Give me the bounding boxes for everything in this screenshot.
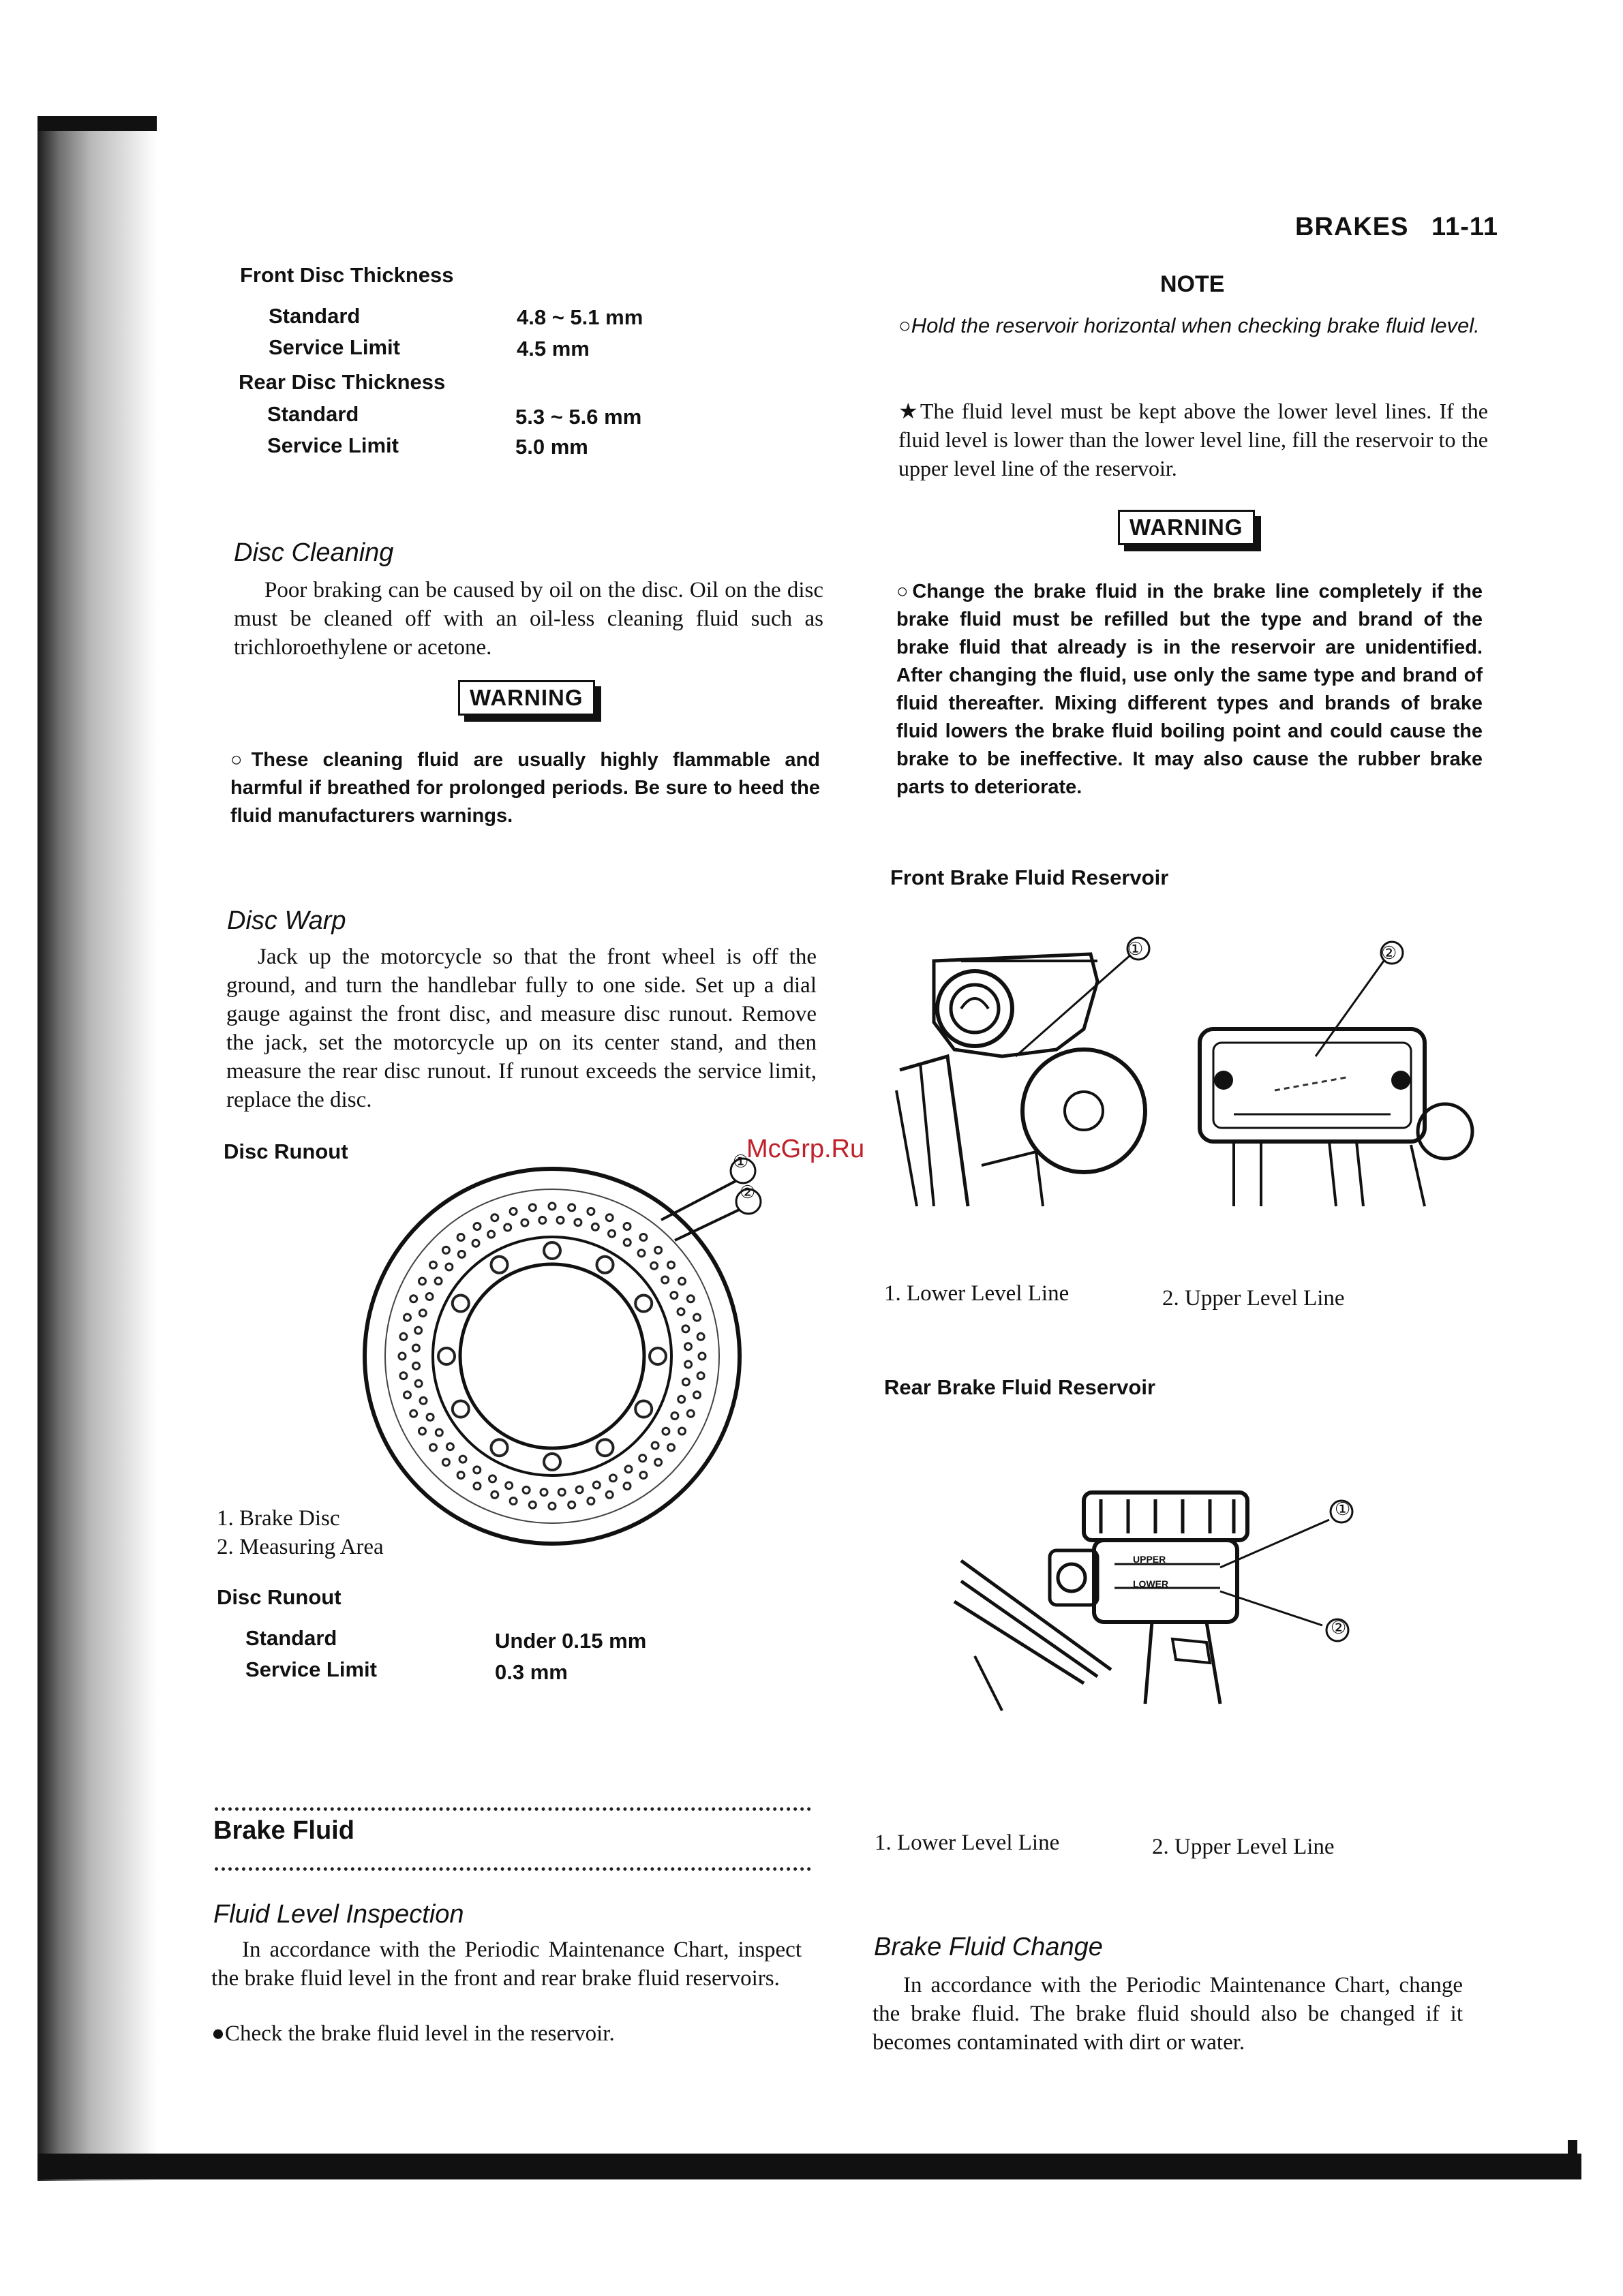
disc-vent-hole [651, 1262, 658, 1269]
disc-vent-hole [491, 1214, 498, 1221]
front-disc-limit-value: 4.5 mm [517, 337, 590, 361]
disc-vent-hole [549, 1203, 556, 1210]
site-watermark: McGrp.Ru [746, 1135, 865, 1163]
disc-vent-hole [474, 1223, 481, 1230]
disc-vent-hole [427, 1413, 434, 1420]
rear-disc-standard-value: 5.3 ~ 5.6 mm [515, 405, 642, 429]
fluid-level-inspection-body: In accordance with the Periodic Maintenance Chart, inspect the brake fluid level in the front and rear brake fluid reservoirs. [211, 1938, 802, 1991]
disc-vent-hole [415, 1380, 422, 1387]
brake-fluid-change-body: In accordance with the Periodic Maintenance Chart, change the brake fluid. The brake fluid should also be changed if it becomes contaminated with dirt or water. [873, 1973, 1463, 2055]
brake-disc-illustration [354, 1131, 804, 1567]
disc-vent-hole [430, 1261, 437, 1268]
disc-mount-hole [597, 1439, 613, 1456]
disc-vent-hole [435, 1278, 442, 1285]
disc-callout-1: ① [733, 1152, 749, 1172]
disc-vent-hole [682, 1326, 689, 1332]
disc-vent-hole [446, 1443, 453, 1450]
disc-vent-hole [541, 1489, 547, 1496]
rear-disc-standard-label: Standard [267, 402, 359, 426]
disc-vent-hole [668, 1261, 675, 1268]
disc-vent-hole [521, 1219, 528, 1226]
disc-vent-hole [697, 1333, 704, 1340]
disc-vent-hole [415, 1327, 422, 1334]
disc-vent-hole [640, 1472, 647, 1479]
disc-vent-hole [663, 1428, 669, 1435]
rear-disc-limit-label: Service Limit [267, 433, 399, 457]
front-disc-standard-value: 4.8 ~ 5.1 mm [517, 305, 643, 329]
disc-vent-hole [404, 1314, 411, 1321]
rear-reservoir-upper-mark: UPPER [1133, 1554, 1166, 1565]
disc-vent-hole [609, 1475, 616, 1482]
disc-vent-hole [687, 1296, 694, 1302]
disc-mount-hole [453, 1296, 469, 1312]
front-reservoir-illustration [879, 934, 1479, 1220]
disc-vent-hole [625, 1466, 632, 1473]
runout-standard-value: Under 0.15 mm [495, 1629, 647, 1653]
front-reservoir-callout-2: ② [1381, 943, 1397, 963]
page-bottom-edge [37, 2154, 1581, 2179]
disc-mount-hole [544, 1242, 560, 1259]
disc-vent-hole [652, 1442, 658, 1449]
page-binding-shadow [37, 116, 157, 2181]
disc-vent-hole [442, 1246, 449, 1253]
warning-label-2: WARNING [1118, 510, 1255, 545]
disc-vent-hole [679, 1278, 686, 1285]
warning-text-1: ○These cleaning fluid are usually highly flammable and harmful if breathed for prolonged periods. Be sure to heed the fluid manufacturers warnings. [230, 749, 820, 827]
disc-mount-hole [491, 1439, 508, 1456]
fluid-level-requirement: ★The fluid level must be kept above the lower level lines. If the fluid level is lower than the lower level line, fill the reservoir to the upper level line of the reservoir. [898, 399, 1488, 480]
disc-vent-hole [539, 1217, 546, 1224]
disc-vent-hole [474, 1483, 481, 1490]
front-reservoir-caption-2: 2. Upper Level Line [1162, 1286, 1345, 1311]
disc-vent-hole [655, 1246, 662, 1253]
runout-limit-label: Service Limit [245, 1657, 377, 1681]
disc-vent-hole [679, 1428, 686, 1435]
rear-reservoir-illustration [947, 1479, 1384, 1724]
disc-vent-hole [609, 1230, 616, 1237]
disc-mount-hole [597, 1257, 613, 1273]
disc-vent-hole [678, 1396, 685, 1403]
disc-vent-hole [694, 1314, 701, 1321]
disc-vent-hole [558, 1489, 565, 1496]
disc-vent-hole [491, 1491, 498, 1498]
brake-fluid-section-title: Brake Fluid [213, 1816, 354, 1845]
disc-caption-1: 1. Brake Disc [217, 1506, 340, 1531]
disc-vent-hole [419, 1428, 426, 1435]
disc-mount-hole [438, 1348, 455, 1364]
rear-reservoir-title: Rear Brake Fluid Reservoir [884, 1375, 1156, 1399]
disc-vent-hole [442, 1459, 449, 1466]
note-title: NOTE [1160, 271, 1225, 297]
disc-vent-hole [685, 1361, 692, 1368]
note-text: ○Hold the reservoir horizontal when checking brake fluid level. [898, 313, 1480, 337]
disc-vent-hole [588, 1498, 594, 1505]
disc-vent-hole [588, 1208, 594, 1215]
disc-vent-hole [662, 1276, 669, 1283]
disc-vent-hole [606, 1491, 613, 1498]
header-page-number: 11-11 [1431, 213, 1499, 241]
rear-disc-limit-value: 5.0 mm [515, 435, 588, 459]
section-rule-top [215, 1807, 811, 1811]
disc-vent-hole [400, 1333, 407, 1340]
front-reservoir-callout-1: ① [1127, 939, 1144, 959]
disc-callout-2: ② [740, 1182, 756, 1202]
front-disc-limit-label: Service Limit [269, 335, 400, 359]
disc-warp-heading: Disc Warp [227, 906, 346, 935]
page-header [1295, 213, 1498, 242]
disc-vent-hole [624, 1239, 631, 1246]
disc-vent-hole [458, 1251, 465, 1257]
disc-mount-hole [635, 1401, 652, 1418]
disc-runout-spec-title: Disc Runout [217, 1585, 342, 1609]
disc-vent-hole [529, 1204, 536, 1211]
disc-caption-2: 2. Measuring Area [217, 1535, 384, 1559]
disc-vent-hole [457, 1472, 464, 1479]
disc-vent-hole [459, 1456, 466, 1463]
disc-vent-hole [568, 1501, 575, 1508]
disc-mount-hole [635, 1296, 652, 1312]
front-reservoir-title: Front Brake Fluid Reservoir [890, 866, 1169, 889]
disc-vent-hole [399, 1353, 406, 1360]
disc-vent-hole [457, 1234, 464, 1241]
warning-label-1: WARNING [458, 680, 595, 716]
disc-cleaning-body: Poor braking can be caused by oil on the disc. Oil on the disc must be cleaned off with an oil-less cleaning fluid such as trichloroethylene or acetone. [234, 578, 823, 660]
fluid-level-bullet: ●Check the brake fluid level in the reservoir. [211, 2021, 615, 2046]
disc-vent-hole [639, 1455, 646, 1462]
front-disc-standard-label: Standard [269, 304, 361, 328]
disc-vent-hole [576, 1486, 583, 1493]
disc-vent-hole [410, 1410, 417, 1417]
page-corner-mark [1568, 2140, 1577, 2167]
disc-runout-figure-title: Disc Runout [224, 1139, 348, 1163]
disc-vent-hole [404, 1392, 411, 1398]
disc-vent-hole [624, 1223, 631, 1230]
disc-vent-hole [430, 1444, 437, 1451]
disc-cleaning-heading: Disc Cleaning [234, 538, 394, 567]
brake-fluid-change-heading: Brake Fluid Change [874, 1933, 1103, 1961]
disc-vent-hole [682, 1379, 689, 1386]
disc-vent-hole [699, 1353, 706, 1360]
disc-vent-hole [523, 1486, 530, 1493]
disc-vent-hole [419, 1278, 426, 1285]
disc-vent-hole [671, 1292, 678, 1299]
disc-vent-hole [413, 1362, 420, 1369]
disc-vent-hole [568, 1204, 575, 1211]
disc-vent-hole [687, 1410, 694, 1417]
rear-reservoir-caption-2: 2. Upper Level Line [1152, 1835, 1335, 1859]
disc-vent-hole [529, 1501, 536, 1508]
disc-vent-hole [419, 1310, 426, 1317]
runout-standard-label: Standard [245, 1626, 337, 1650]
disc-vent-hole [506, 1482, 513, 1489]
disc-vent-hole [420, 1397, 427, 1404]
disc-mount-hole [544, 1454, 560, 1470]
disc-vent-hole [671, 1413, 678, 1420]
disc-vent-hole [685, 1343, 692, 1350]
disc-mount-hole [491, 1257, 508, 1273]
disc-vent-hole [410, 1296, 417, 1302]
disc-vent-hole [489, 1475, 496, 1482]
rear-reservoir-callout-2: ② [1331, 1618, 1347, 1638]
rear-disc-title: Rear Disc Thickness [239, 370, 446, 394]
disc-vent-hole [668, 1444, 675, 1451]
disc-vent-hole [488, 1231, 495, 1238]
disc-vent-hole [504, 1224, 511, 1231]
disc-vent-hole [557, 1216, 564, 1223]
disc-vent-hole [400, 1373, 407, 1379]
disc-vent-hole [412, 1345, 419, 1351]
rear-reservoir-callout-1: ① [1335, 1499, 1351, 1519]
disc-vent-hole [472, 1240, 479, 1246]
warning-text-2: ○Change the brake fluid in the brake line completely if the brake fluid must be refilled but the type and brand of the brake fluid that already is in the reservoir are unidentified. After changing the fluid, use only the same type and brand of fluid thereafter. Mixing different types and brands of brake fluid lowers the brake fluid boiling point and could cause the brake to be ineffective. It may also cause the rubber brake parts to deteriorate. [896, 581, 1483, 798]
disc-vent-hole [694, 1392, 701, 1398]
disc-vent-hole [575, 1219, 581, 1226]
disc-vent-hole [510, 1498, 517, 1505]
disc-vent-hole [446, 1264, 453, 1270]
disc-vent-hole [606, 1214, 613, 1221]
disc-vent-hole [593, 1482, 600, 1488]
disc-vent-hole [426, 1294, 433, 1300]
disc-vent-hole [697, 1373, 704, 1379]
fluid-level-inspection-heading: Fluid Level Inspection [213, 1900, 464, 1929]
disc-mount-hole [650, 1348, 666, 1364]
runout-limit-value: 0.3 mm [495, 1660, 568, 1684]
front-disc-title: Front Disc Thickness [240, 263, 454, 287]
disc-warp-body: Jack up the motorcycle so that the front wheel is off the ground, and turn the handlebar fully to one side. Set up a dial gauge against the front disc, and measure disc runout. Remove the jack, set the motorcycle up on its center stand, and then measure the rear disc runout. If runout exceeds the service limit, replace the disc. [226, 945, 817, 1112]
disc-vent-hole [549, 1503, 556, 1510]
disc-vent-hole [436, 1429, 442, 1436]
disc-vent-hole [592, 1223, 598, 1230]
disc-vent-hole [510, 1208, 517, 1215]
disc-vent-hole [640, 1234, 647, 1241]
front-reservoir-caption-1: 1. Lower Level Line [884, 1281, 1070, 1306]
section-rule-bottom [215, 1867, 811, 1871]
disc-mount-hole [453, 1401, 469, 1418]
disc-vent-hole [678, 1308, 684, 1315]
page-binding-edge [37, 116, 157, 131]
header-section: BRAKES [1295, 213, 1409, 241]
disc-vent-hole [474, 1467, 481, 1473]
rear-reservoir-caption-1: 1. Lower Level Line [875, 1831, 1060, 1855]
disc-vent-hole [638, 1250, 645, 1257]
disc-vent-hole [655, 1459, 662, 1466]
rear-reservoir-lower-mark: LOWER [1133, 1578, 1169, 1589]
disc-vent-hole [624, 1483, 631, 1490]
